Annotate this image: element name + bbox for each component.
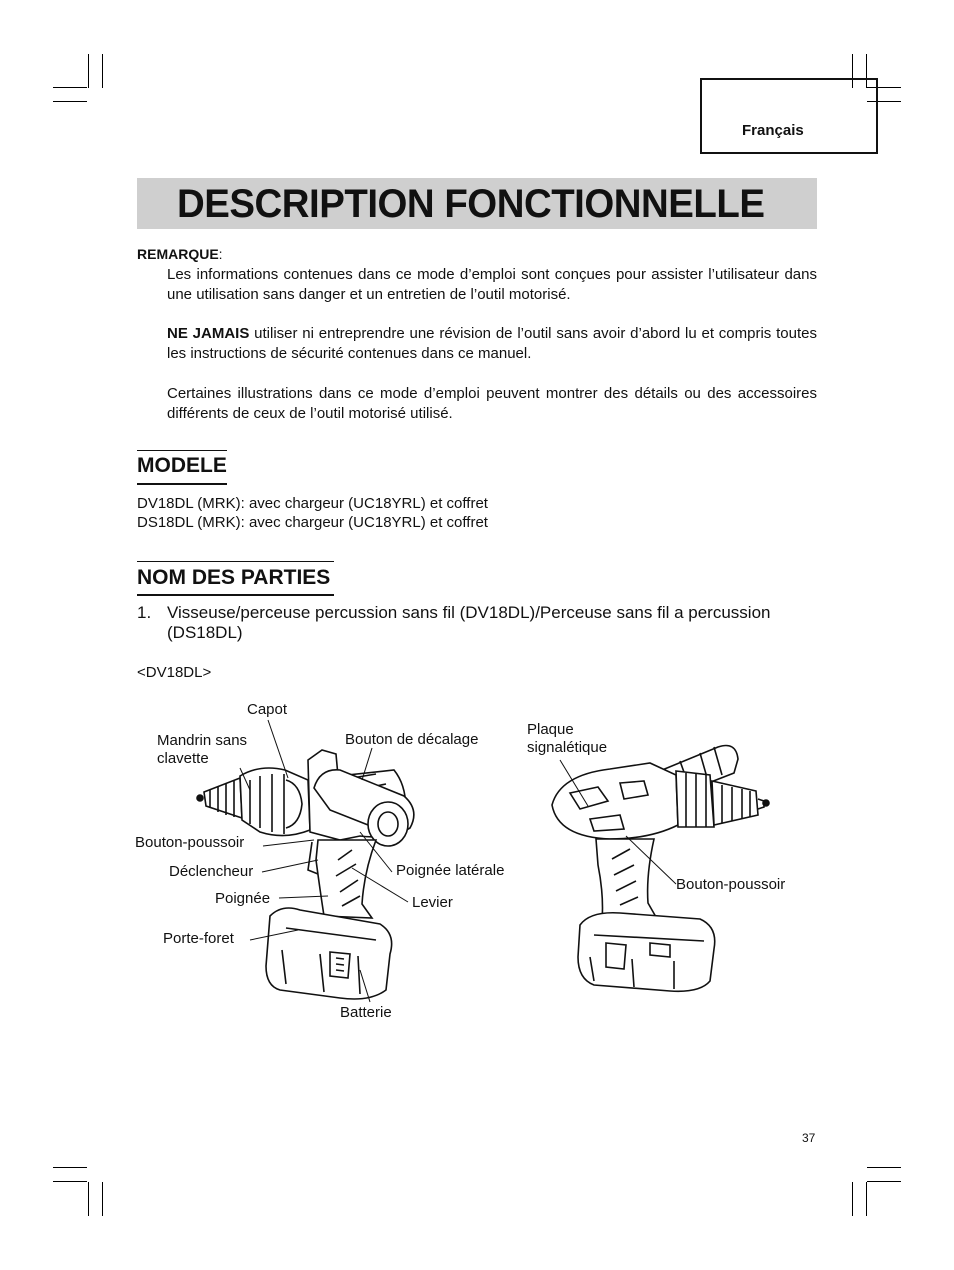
item-number: 1.	[137, 603, 152, 622]
modele-heading: MODELE	[137, 454, 227, 477]
note-heading: REMARQUE:	[137, 246, 223, 262]
label-porte-foret: Porte-foret	[163, 930, 234, 947]
model-line: DV18DL (MRK): avec chargeur (UC18YRL) et coffret	[137, 495, 488, 512]
model-tag: <DV18DL>	[137, 664, 212, 681]
page-number: 37	[802, 1131, 816, 1145]
note-paragraph-3: Certaines illustrations dans ce mode d’emploi peuvent montrer des détails ou des accessoires différents de ceux de l’outil motorisé utilisé.	[167, 385, 817, 422]
label-poignee-laterale: Poignée latérale	[396, 862, 505, 879]
label-poignee: Poignée	[215, 890, 271, 907]
note-paragraph-2: NE JAMAIS utiliser ni entreprendre une révision de l’outil sans avoir d’abord lu et compris toutes les instructions de sécurité contenues dans ce manuel.	[167, 325, 817, 362]
item-text-continued: (DS18DL)	[167, 623, 243, 642]
label-bouton-poussoir: Bouton-poussoir	[135, 834, 245, 851]
label-plaque: Plaque	[527, 721, 574, 738]
item-text: Visseuse/perceuse percussion sans fil (DV18DL)/Perceuse sans fil a percussion	[167, 603, 771, 622]
label-mandrin-2: clavette	[157, 750, 209, 767]
label-capot: Capot	[247, 701, 288, 718]
label-mandrin: Mandrin sans	[157, 732, 248, 749]
model-line: DS18DL (MRK): avec chargeur (UC18YRL) et coffret	[137, 514, 488, 531]
label-levier: Levier	[412, 894, 453, 911]
language-label: Français	[742, 122, 804, 139]
label-bouton-poussoir-right: Bouton-poussoir	[676, 876, 786, 893]
note-paragraph-1: Les informations contenues dans ce mode d’emploi sont conçues pour assister l’utilisateur dans une utilisation sans danger et un entretien de l’outil motorisé.	[167, 266, 817, 303]
page-title: DESCRIPTION FONCTIONNELLE	[177, 182, 765, 226]
label-plaque-2: signalétique	[527, 739, 608, 756]
label-declencheur: Déclencheur	[169, 863, 254, 880]
label-batterie: Batterie	[340, 1004, 392, 1021]
parties-heading: NOM DES PARTIES	[137, 566, 331, 589]
label-bouton-decalage: Bouton de décalage	[345, 731, 479, 748]
